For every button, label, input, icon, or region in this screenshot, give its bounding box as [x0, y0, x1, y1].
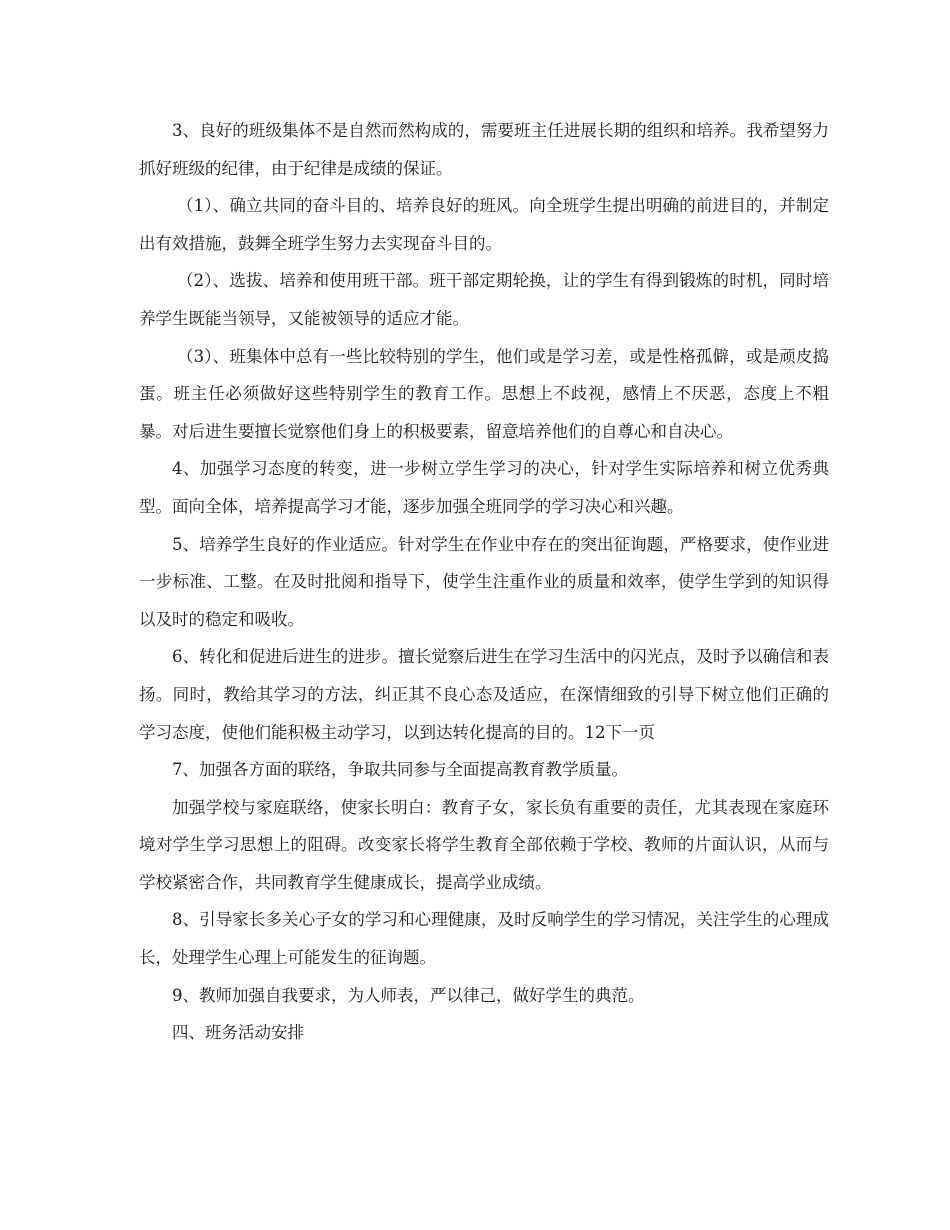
paragraph-sub-1: （1）、确立共同的奋斗目的、培养良好的班风。向全班学生提出明确的前进目的，并制定出有效措施，鼓舞全班学生努力去实现奋斗目的。 [139, 196, 829, 253]
document-body [139, 112, 829, 1052]
paragraph-item-9: 9、教师加强自我要求，为人师表，严以律己，做好学生的典范。 [172, 985, 645, 1005]
paragraph-item-7: 7、加强各方面的联络，争取共同参与全面提高教育教学质量。 [172, 760, 628, 780]
paragraph-item-5: 5、培养学生良好的作业适应。针对学生在作业中存在的突出征询题，严格要求，使作业进一步标准、工整。在及时批阅和指导下，使学生注重作业的质量和效率，使学生学到的知识得以及时的稳定和吸收。 [139, 534, 829, 629]
paragraph-item-8: 8、引导家长多关心子女的学习和心理健康，及时反响学生的学习情况，关注学生的心理成长，处理学生心理上可能发生的征询题。 [139, 910, 829, 968]
paragraph-sub-3: （3）、班集体中总有一些比较特别的学生，他们或是学习差，或是性格孤僻，或是顽皮捣蛋。班主任必须做好这些特别学生的教育工作。思想上不歧视，感情上不厌恶，态度上不粗暴。对后进生要擅长觉察他们身上的积极要素，留意培养他们的自尊心和自决心。 [139, 346, 829, 441]
paragraph-item-4: 4、加强学习态度的转变，进一步树立学生学习的决心，针对学生实际培养和树立优秀典型。面向全体，培养提高学习才能，逐步加强全班同学的学习决心和兴趣。 [139, 459, 829, 516]
paragraph-family-contact: 加强学校与家庭联络，使家长明白：教育子女，家长负有重要的责任，尤其表现在家庭环境对学生学习思想上的阻碍。改变家长将学生教育全部依赖于学校、教师的片面认识，从而与学校紧密合作，共同教育学生健康成长，提高学业成绩。 [139, 797, 829, 892]
paragraph-sub-2: （2）、选拔、培养和使用班干部。班干部定期轮换，让的学生有得到锻炼的时机，同时培养学生既能当领导，又能被领导的适应才能。 [139, 271, 829, 328]
section-heading-activities: 四、班务活动安排 [172, 1023, 304, 1043]
paragraph-item-6: 6、转化和促进后进生的进步。擅长觉察后进生在学习生活中的闪光点，及时予以确信和表扬。同时，教给其学习的方法，纠正其不良心态及适应，在深情细致的引导下树立他们正确的学习态度，使他们能积极主动学习，以到达转化提高的目的。12下一页 [139, 647, 829, 742]
paragraph-item-3: 3、良好的班级集体不是自然而然构成的，需要班主任进展长期的组织和培养。我希望努力抓好班级的纪律，由于纪律是成绩的保证。 [139, 121, 829, 178]
